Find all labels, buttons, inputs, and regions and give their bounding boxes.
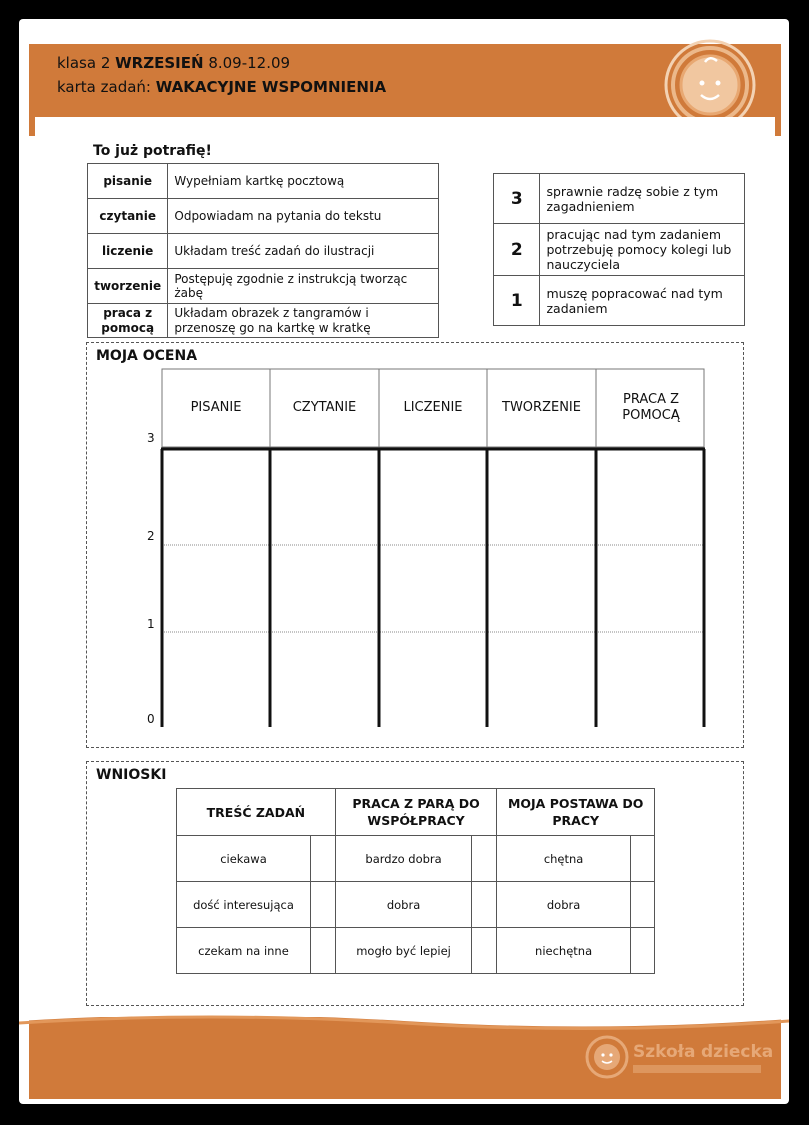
scale-row xyxy=(494,224,745,276)
scale-row xyxy=(494,174,745,224)
skills-row xyxy=(88,304,439,338)
wnioski-checkbox[interactable] xyxy=(310,836,335,882)
skill-value: Układam obrazek z tangramów i przenoszę go na kartkę w kratkę xyxy=(168,304,439,338)
wnioski-checkbox[interactable] xyxy=(472,882,497,928)
wnioski-row xyxy=(177,882,655,928)
wnioski-header-row xyxy=(177,789,655,836)
axis-label-3: 3 xyxy=(147,431,155,445)
wnioski-checkbox[interactable] xyxy=(630,836,654,882)
wnioski-header: PRACA Z PARĄ DO WSPÓŁPRACY xyxy=(335,789,497,836)
ocena-col-praca: PRACA Z POMOCĄ xyxy=(622,392,680,423)
wnioski-cell: dobra xyxy=(335,882,472,928)
skill-value: Odpowiadam na pytania do tekstu xyxy=(168,199,439,234)
scale-table xyxy=(493,173,745,326)
wnioski-cell: czekam na inne xyxy=(177,928,311,974)
footer-logo-text-1: Szkoła xyxy=(633,1042,696,1062)
wnioski-table xyxy=(176,788,655,974)
ocena-col-liczenie: LICZENIE xyxy=(403,400,463,415)
ocena-title: MOJA OCENA xyxy=(96,348,198,364)
wnioski-cell: mogło być lepiej xyxy=(335,928,472,974)
header-card-label: karta zadań: xyxy=(57,78,156,96)
header-class-label: klasa 2 xyxy=(57,54,116,72)
skills-title: To już potrafię! xyxy=(93,143,212,159)
header-line-month xyxy=(57,54,290,72)
wnioski-checkbox[interactable] xyxy=(472,928,497,974)
ocena-col-pisanie: PISANIE xyxy=(190,400,242,415)
wnioski-row xyxy=(177,836,655,882)
ocena-col-tworzenie: TWORZENIE xyxy=(502,400,581,415)
scale-text: muszę popracować nad tym zadaniem xyxy=(540,276,745,326)
wnioski-cell: niechętna xyxy=(497,928,630,974)
scale-row xyxy=(494,276,745,326)
wnioski-checkbox[interactable] xyxy=(472,836,497,882)
ocena-col-czytanie: CZYTANIE xyxy=(292,400,357,415)
skills-row xyxy=(88,234,439,269)
scale-number: 2 xyxy=(494,224,540,276)
wnioski-cell: dobra xyxy=(497,882,630,928)
wnioski-cell: bardzo dobra xyxy=(335,836,472,882)
scale-text: sprawnie radzę sobie z tym zagadnieniem xyxy=(540,174,745,224)
wnioski-row xyxy=(177,928,655,974)
wnioski-checkbox[interactable] xyxy=(310,882,335,928)
wnioski-checkbox[interactable] xyxy=(630,928,654,974)
skills-table xyxy=(87,163,439,338)
scale-number: 1 xyxy=(494,276,540,326)
axis-label-1: 1 xyxy=(147,617,155,631)
skill-value: Postępuję zgodnie z instrukcją tworząc żabę xyxy=(168,269,439,304)
scale-text: pracując nad tym zadaniem potrzebuję pomocy kolegi lub nauczyciela xyxy=(540,224,745,276)
wnioski-cell: dość interesująca xyxy=(177,882,311,928)
skill-key: pisanie xyxy=(88,164,168,199)
wnioski-header: MOJA POSTAWA DO PRACY xyxy=(497,789,655,836)
wnioski-checkbox[interactable] xyxy=(310,928,335,974)
skill-key: liczenie xyxy=(88,234,168,269)
header-month: WRZESIEŃ xyxy=(115,54,204,72)
skills-row xyxy=(88,269,439,304)
skill-value: Układam treść zadań do ilustracji xyxy=(168,234,439,269)
worksheet-page xyxy=(19,19,789,1104)
wnioski-cell: chętna xyxy=(497,836,630,882)
skills-row xyxy=(88,199,439,234)
skill-key: czytanie xyxy=(88,199,168,234)
wnioski-checkbox[interactable] xyxy=(630,882,654,928)
header-line-card xyxy=(57,78,386,96)
footer-logo-icon xyxy=(583,1027,783,1087)
skill-key: tworzenie xyxy=(88,269,168,304)
scale-number: 3 xyxy=(494,174,540,224)
header-card-title: WAKACYJNE WSPOMNIENIA xyxy=(155,78,387,96)
axis-label-0: 0 xyxy=(147,712,155,726)
skills-row xyxy=(88,164,439,199)
wnioski-header: TREŚĆ ZADAŃ xyxy=(177,789,336,836)
header-dates: 8.09-12.09 xyxy=(203,54,291,72)
skill-value: Wypełniam kartkę pocztową xyxy=(168,164,439,199)
wnioski-title: WNIOSKI xyxy=(96,767,167,783)
wnioski-cell: ciekawa xyxy=(177,836,311,882)
axis-label-2: 2 xyxy=(147,529,155,543)
footer-logo-text-2: dziecka xyxy=(701,1042,774,1062)
skill-key: praca z pomocą xyxy=(88,304,168,338)
